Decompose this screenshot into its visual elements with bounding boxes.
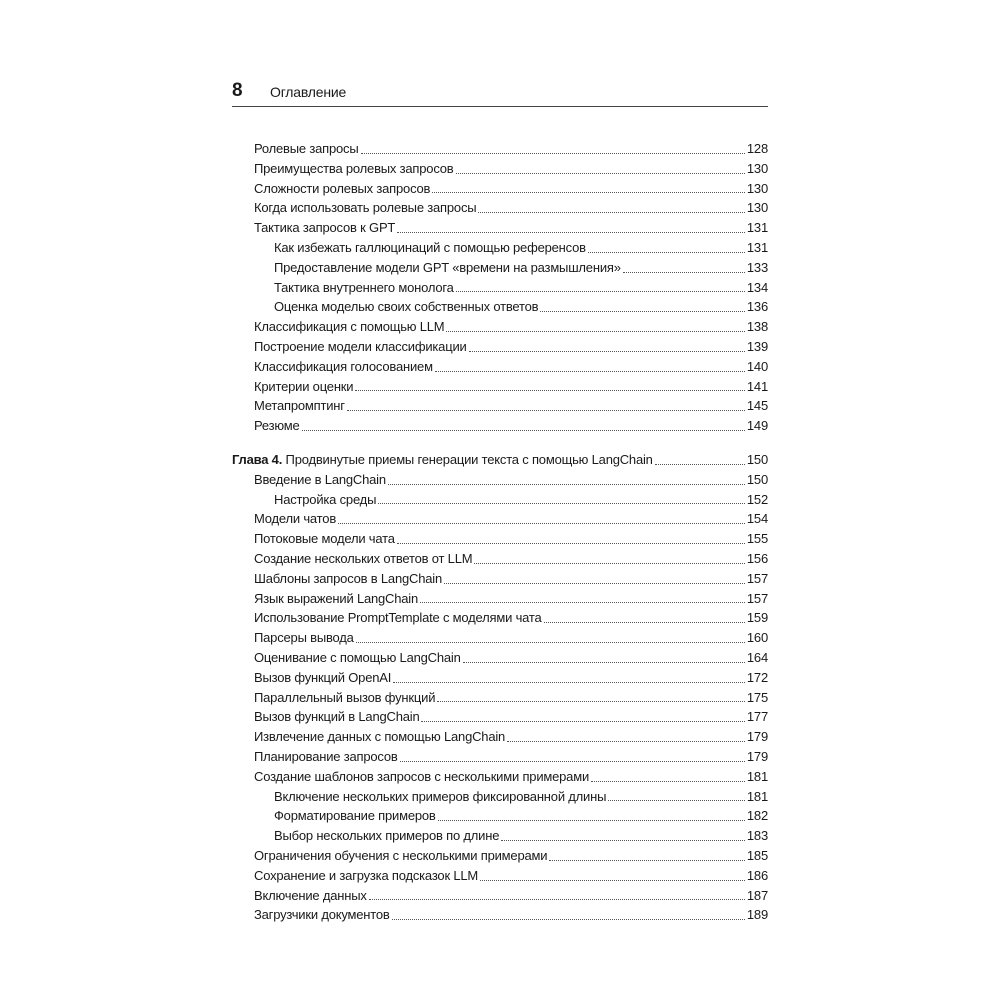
toc-chapter-label: Глава 4. bbox=[232, 452, 283, 467]
toc-entry-title bbox=[254, 377, 353, 397]
toc-entry-title bbox=[274, 490, 376, 510]
dot-leader bbox=[421, 720, 744, 722]
toc-entry-text: Ролевые запросы bbox=[254, 141, 359, 156]
toc-entry-text: Метапромптинг bbox=[254, 398, 345, 414]
toc-page-number: 130 bbox=[746, 160, 768, 176]
toc-entry bbox=[232, 278, 768, 298]
toc-page-number: 140 bbox=[746, 358, 768, 374]
toc-page-number: 155 bbox=[746, 531, 768, 547]
toc-entry-title bbox=[254, 668, 391, 688]
toc-entry-text: Вызов функций OpenAI bbox=[254, 669, 392, 685]
toc-entry-title bbox=[274, 297, 538, 317]
toc-entry bbox=[232, 866, 768, 886]
toc-entry-title bbox=[274, 806, 436, 826]
toc-entry-title bbox=[254, 396, 345, 416]
dot-leader bbox=[456, 172, 745, 174]
toc-entry-text: Введение в LangChain bbox=[254, 471, 386, 487]
toc-entry-text: Как избежать галлюцинаций с помощью референсов bbox=[274, 239, 586, 255]
dot-leader bbox=[544, 621, 745, 623]
toc-entry-text: Резюме bbox=[254, 418, 300, 434]
toc-entry bbox=[232, 688, 768, 708]
toc-entry bbox=[232, 218, 768, 238]
toc-page-number: 139 bbox=[746, 338, 768, 354]
toc-entry-title bbox=[274, 278, 454, 298]
toc-entry bbox=[232, 806, 768, 826]
toc-page-number: 187 bbox=[746, 887, 768, 903]
toc-page-number: 181 bbox=[746, 788, 768, 804]
toc-page-number: 179 bbox=[746, 748, 768, 764]
toc-page-number: 136 bbox=[746, 299, 768, 315]
dot-leader bbox=[655, 463, 745, 465]
toc-entry-title bbox=[274, 787, 606, 807]
dot-leader bbox=[480, 879, 745, 881]
toc-entry-text: Включение данных bbox=[254, 887, 367, 903]
toc-entry-text: Планирование запросов bbox=[254, 748, 398, 764]
dot-leader bbox=[378, 502, 745, 504]
toc-entry-title bbox=[254, 866, 478, 886]
toc-page-number: 152 bbox=[746, 491, 768, 507]
dot-leader bbox=[388, 483, 745, 485]
toc-entry bbox=[232, 628, 768, 648]
toc-entry-text: Параллельный вызов функций bbox=[254, 689, 436, 705]
toc-entry-text: Классификация голосованием bbox=[254, 358, 433, 374]
dot-leader bbox=[507, 740, 745, 742]
dot-leader bbox=[369, 898, 745, 900]
toc-entry-title bbox=[232, 450, 653, 470]
toc-entry-text: Построение модели классификации bbox=[254, 338, 467, 354]
toc-page-number: 160 bbox=[746, 630, 768, 646]
toc-page-number: 179 bbox=[746, 729, 768, 745]
toc-chapter-entry bbox=[232, 450, 768, 470]
toc-page-number: 172 bbox=[746, 669, 768, 685]
toc-page-number: 149 bbox=[746, 418, 768, 434]
toc-entry bbox=[232, 198, 768, 218]
running-title: Оглавление bbox=[270, 84, 347, 100]
dot-leader bbox=[463, 661, 745, 663]
toc-page-number: 177 bbox=[746, 709, 768, 725]
toc-entry bbox=[232, 549, 768, 569]
toc-page-number: 175 bbox=[746, 689, 768, 705]
toc-entry bbox=[232, 416, 768, 436]
toc-entry-title bbox=[254, 905, 390, 925]
toc-entry-title bbox=[254, 727, 505, 747]
toc-entry-title bbox=[254, 608, 542, 628]
toc-entry-text: Загрузчики документов bbox=[254, 907, 390, 923]
toc-entry bbox=[232, 569, 768, 589]
dot-leader bbox=[474, 562, 745, 564]
toc-entry-title bbox=[254, 509, 336, 529]
dot-leader bbox=[397, 542, 745, 544]
dot-leader bbox=[608, 799, 745, 801]
toc-page-number: 138 bbox=[746, 319, 768, 335]
toc-entry bbox=[232, 707, 768, 727]
toc-entry-title bbox=[254, 139, 359, 159]
toc-entry bbox=[232, 396, 768, 416]
dot-leader bbox=[355, 389, 745, 391]
toc-entry-title bbox=[254, 846, 547, 866]
toc-page-number: 181 bbox=[746, 768, 768, 784]
dot-leader bbox=[392, 918, 745, 920]
toc-entry-title bbox=[254, 569, 442, 589]
dot-leader bbox=[361, 152, 745, 154]
toc-entry-title bbox=[254, 707, 419, 727]
toc-section-chapter-4 bbox=[232, 450, 768, 925]
dot-leader bbox=[623, 271, 745, 273]
dot-leader bbox=[588, 251, 745, 253]
toc-entry-title bbox=[254, 179, 430, 199]
toc-entry bbox=[232, 179, 768, 199]
toc-entry bbox=[232, 337, 768, 357]
toc-entry bbox=[232, 589, 768, 609]
toc-entry-text: Сложности ролевых запросов bbox=[254, 180, 431, 196]
toc-entry-text: Продвинутые приемы генерации текста с помощью LangChain bbox=[285, 452, 653, 467]
toc-page-number: 133 bbox=[746, 259, 768, 275]
toc-entry bbox=[232, 767, 768, 787]
toc-entry bbox=[232, 727, 768, 747]
toc-page-number: 157 bbox=[746, 590, 768, 606]
toc-entry-title bbox=[254, 317, 444, 337]
toc-page-number: 131 bbox=[746, 220, 768, 236]
toc-entry bbox=[232, 258, 768, 278]
toc-entry-text: Парсеры вывода bbox=[254, 630, 354, 646]
toc-page-number: 183 bbox=[746, 828, 768, 844]
toc-entry-text: Включение нескольких примеров фиксированной длины bbox=[274, 788, 607, 804]
toc-entry-text: Потоковые модели чата bbox=[254, 531, 395, 547]
dot-leader bbox=[356, 641, 745, 643]
toc-entry bbox=[232, 905, 768, 925]
dot-leader bbox=[591, 780, 745, 782]
toc-entry-title bbox=[254, 529, 395, 549]
dot-leader bbox=[478, 211, 745, 213]
toc-page-number: 150 bbox=[746, 471, 768, 487]
toc-entry-title bbox=[254, 357, 433, 377]
dot-leader bbox=[446, 330, 744, 332]
dot-leader bbox=[435, 370, 745, 372]
toc-page-number: 186 bbox=[746, 867, 768, 883]
toc-entry bbox=[232, 297, 768, 317]
toc-entry bbox=[232, 159, 768, 179]
toc-entry-title bbox=[254, 416, 300, 436]
toc-entry-text: Классификация с помощью LLM bbox=[254, 319, 445, 335]
toc-entry-title bbox=[254, 218, 395, 238]
toc-entry-text: Преимущества ролевых запросов bbox=[254, 160, 454, 176]
toc-entry bbox=[232, 608, 768, 628]
toc-entry-title bbox=[254, 470, 386, 490]
toc-page-number: 157 bbox=[746, 570, 768, 586]
toc-page-number: 130 bbox=[746, 200, 768, 216]
toc-entry bbox=[232, 377, 768, 397]
toc-entry-title bbox=[254, 198, 476, 218]
toc-entry-text: Оценка моделью своих собственных ответов bbox=[274, 299, 539, 315]
toc-entry bbox=[232, 886, 768, 906]
toc-entry-text: Тактика запросов к GPT bbox=[254, 220, 396, 236]
toc-page-number: 130 bbox=[746, 180, 768, 196]
toc-entry bbox=[232, 668, 768, 688]
toc-entry-text: Форматирование примеров bbox=[274, 808, 436, 824]
toc-entry bbox=[232, 529, 768, 549]
dot-leader bbox=[501, 839, 745, 841]
toc-entry-text: Сохранение и загрузка подсказок LLM bbox=[254, 867, 479, 883]
toc-entry-title bbox=[254, 628, 354, 648]
toc-entry-title bbox=[274, 258, 621, 278]
toc-entry-text: Тактика внутреннего монолога bbox=[274, 279, 454, 295]
dot-leader bbox=[456, 290, 745, 292]
toc-entry-text: Создание шаблонов запросов с несколькими примерами bbox=[254, 768, 590, 784]
toc-page-number: 145 bbox=[746, 398, 768, 414]
dot-leader bbox=[469, 350, 745, 352]
toc-entry-text: Критерии оценки bbox=[254, 378, 354, 394]
toc-page-number: 185 bbox=[746, 847, 768, 863]
header-divider bbox=[232, 106, 768, 107]
dot-leader bbox=[432, 191, 745, 193]
toc-page-number: 131 bbox=[746, 239, 768, 255]
toc-entry bbox=[232, 317, 768, 337]
toc-entry-title bbox=[254, 886, 367, 906]
toc-entry-text: Шаблоны запросов в LangChain bbox=[254, 570, 442, 586]
dot-leader bbox=[338, 522, 745, 524]
dot-leader bbox=[420, 601, 745, 603]
toc-page-number: 182 bbox=[746, 808, 768, 824]
toc-entry-title bbox=[254, 337, 467, 357]
toc-entry-title bbox=[254, 159, 454, 179]
toc-page-number: 156 bbox=[746, 550, 768, 566]
toc-entry-title bbox=[274, 238, 586, 258]
toc-entry bbox=[232, 747, 768, 767]
dot-leader bbox=[400, 760, 745, 762]
toc-entry-text: Настройка среды bbox=[274, 491, 377, 507]
toc-page-number: 164 bbox=[746, 649, 768, 665]
toc-entry bbox=[232, 648, 768, 668]
toc-entry-title bbox=[254, 549, 472, 569]
toc-page-number: 134 bbox=[746, 279, 768, 295]
dot-leader bbox=[540, 310, 745, 312]
page-number: 8 bbox=[232, 80, 243, 101]
toc-entry bbox=[232, 470, 768, 490]
toc-entry bbox=[232, 846, 768, 866]
dot-leader bbox=[549, 859, 745, 861]
toc-entry bbox=[232, 139, 768, 159]
toc-entry-text: Вызов функций в LangChain bbox=[254, 709, 420, 725]
toc-entry-text: Модели чатов bbox=[254, 511, 337, 527]
toc-entry-text: Использование PromptTemplate с моделями чата bbox=[254, 610, 542, 626]
dot-leader bbox=[397, 231, 745, 233]
toc-entry bbox=[232, 357, 768, 377]
toc-entry bbox=[232, 238, 768, 258]
toc-entry-text: Создание нескольких ответов от LLM bbox=[254, 550, 473, 566]
toc-entry-text: Извлечение данных с помощью LangChain bbox=[254, 729, 506, 745]
dot-leader bbox=[302, 429, 745, 431]
toc-entry bbox=[232, 490, 768, 510]
toc-section-top bbox=[232, 139, 768, 436]
dot-leader bbox=[393, 681, 745, 683]
toc-page-number: 150 bbox=[746, 452, 768, 467]
toc-entry-text: Оценивание с помощью LangChain bbox=[254, 649, 461, 665]
toc-entry-title bbox=[254, 767, 589, 787]
toc-page-number: 154 bbox=[746, 511, 768, 527]
dot-leader bbox=[437, 700, 745, 702]
toc-entry bbox=[232, 826, 768, 846]
toc-entry-title bbox=[254, 747, 398, 767]
toc-entry bbox=[232, 509, 768, 529]
toc-entry-title bbox=[254, 648, 461, 668]
toc-entry-title bbox=[274, 826, 499, 846]
dot-leader bbox=[347, 409, 745, 411]
toc-entry-title bbox=[254, 688, 435, 708]
toc-entry bbox=[232, 787, 768, 807]
toc-entry-text: Выбор нескольких примеров по длине bbox=[274, 828, 500, 844]
dot-leader bbox=[438, 819, 745, 821]
toc-entry-text: Язык выражений LangChain bbox=[254, 590, 419, 606]
dot-leader bbox=[444, 582, 745, 584]
toc-entry-text: Ограничения обучения с несколькими примерами bbox=[254, 847, 548, 863]
toc-entry-title bbox=[254, 589, 418, 609]
toc-page-number: 159 bbox=[746, 610, 768, 626]
toc-page-number: 128 bbox=[746, 141, 768, 156]
toc-page-number: 189 bbox=[746, 907, 768, 923]
toc-entry-text: Предоставление модели GPT «времени на размышления» bbox=[274, 259, 621, 275]
toc-page-number: 141 bbox=[746, 378, 768, 394]
toc-entry-text: Когда использовать ролевые запросы bbox=[254, 200, 477, 216]
